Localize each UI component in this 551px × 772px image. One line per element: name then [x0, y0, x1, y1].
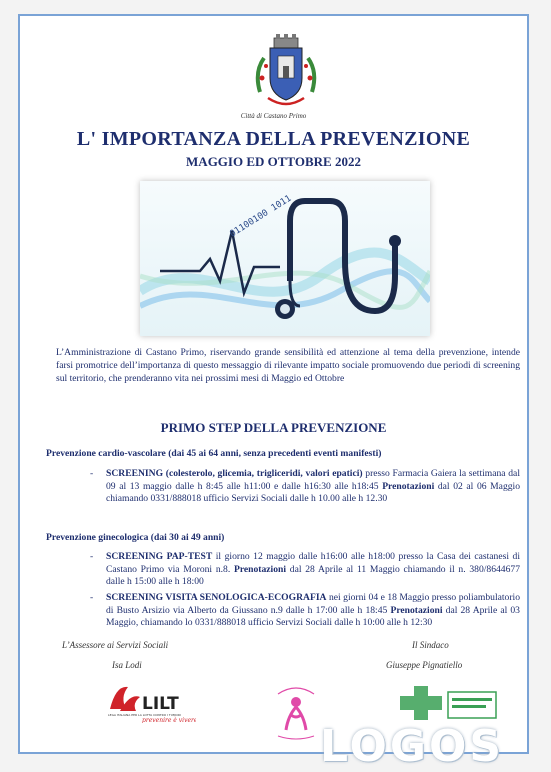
item-label: SCREENING VISITA SENOLOGICA-ECOGRAFIA [106, 592, 327, 603]
lilt-logo-icon [106, 679, 196, 723]
list-item-pap-test [106, 551, 520, 589]
bullet: - [90, 592, 94, 603]
section-heading-cardio: Prevenzione cardio-vascolare (dai 45 ai 64 anni, senza precedenti eventi manifesti) [46, 448, 382, 459]
binary-text: 01100100 1011 [228, 193, 294, 240]
list-item-senologica [106, 592, 520, 630]
left-signature-role: L’Assessore ai Servizi Sociali [62, 640, 169, 650]
item-text: dal 02 al 06 Maggio chiamando 0331/888018 ufficio Servizi Sociali dalle h 10.00 alle h 12.30 [106, 480, 520, 505]
bullet: - [90, 468, 94, 479]
item-label: SCREENING (colesterolo, glicemia, trigliceridi, valori epatici) [106, 468, 363, 479]
item-text: il giorno 12 maggio dalle h16:00 alle h18:00 presso la Casa dei castanesi di Castano Primo via Moroni n.8. [106, 551, 520, 575]
section-heading-gyn: Prevenzione ginecologica (dai 30 ai 49 anni) [46, 532, 225, 543]
page-title: L' IMPORTANZA DELLA PREVENZIONE [76, 128, 471, 150]
list-item-screening [106, 468, 520, 506]
lilt-wordmark: LILT [142, 694, 179, 714]
item-label: Prenotazioni [390, 604, 443, 616]
item-label: Prenotazioni [233, 563, 287, 575]
stethoscope-illustration [140, 181, 430, 336]
lilt-small-text: LEGA ITALIANA PER LA LOTTA CONTRO I TUMORI [108, 713, 181, 717]
item-text: presso Farmacia Gaiera la settimana dal 09 al 13 maggio dalle h 8:45 alle h11:00 e dalle h16:30 alle h18:45 [106, 468, 520, 492]
item-text: dal 28 Aprile al 03 Maggio, chiamando lo 0331/888018 ufficio Servizi Sociali dalle h 10:00 alle h 12:30 [106, 604, 520, 629]
page-subtitle: MAGGIO ED OTTOBRE 2022 [186, 154, 361, 169]
lilt-logo [106, 679, 196, 723]
city-name: Città di Castano Primo [240, 112, 307, 120]
step-title: PRIMO STEP DELLA PREVENZIONE [160, 420, 387, 435]
item-text: nei giorni 04 e 18 Maggio presso poliambulatorio di Busto Arsizio via Alberto da Giussano n.9 dalle h 17:00 alle h 18:45 [106, 592, 520, 616]
item-label: Prenotazioni [382, 480, 435, 492]
right-signature-role: Il Sindaco [412, 640, 449, 650]
lilt-tagline: prevenire è vivere [142, 717, 196, 723]
pink-ribbon-logo-icon [266, 680, 326, 744]
logos-watermark: LOGOS [320, 721, 505, 772]
right-signature-name: Giuseppe Pignatiello [386, 660, 463, 670]
city-crest-icon [250, 32, 322, 116]
flyer-page [18, 14, 529, 772]
intro-paragraph: L’Amministrazione di Castano Primo, riservando grande sensibilità ed attenzione al tema della prevenzione, intende farsi promotrice dell’importanza di questo messaggio di rilevante impatto sociale promuovendo due periodi di screening sul territorio, che prenderanno vita nei prossimi mesi di Maggio ed Ottobre [56, 347, 520, 384]
item-label: SCREENING PAP-TEST [106, 551, 213, 562]
hero-image [140, 181, 430, 336]
bullet: - [90, 551, 94, 562]
left-signature-name: Isa Lodi [112, 660, 142, 670]
item-text: dal 28 Aprile al 11 Maggio chiamando il n. 380/8644677 dalle h 15:00 alle h 18:00 [106, 563, 520, 588]
